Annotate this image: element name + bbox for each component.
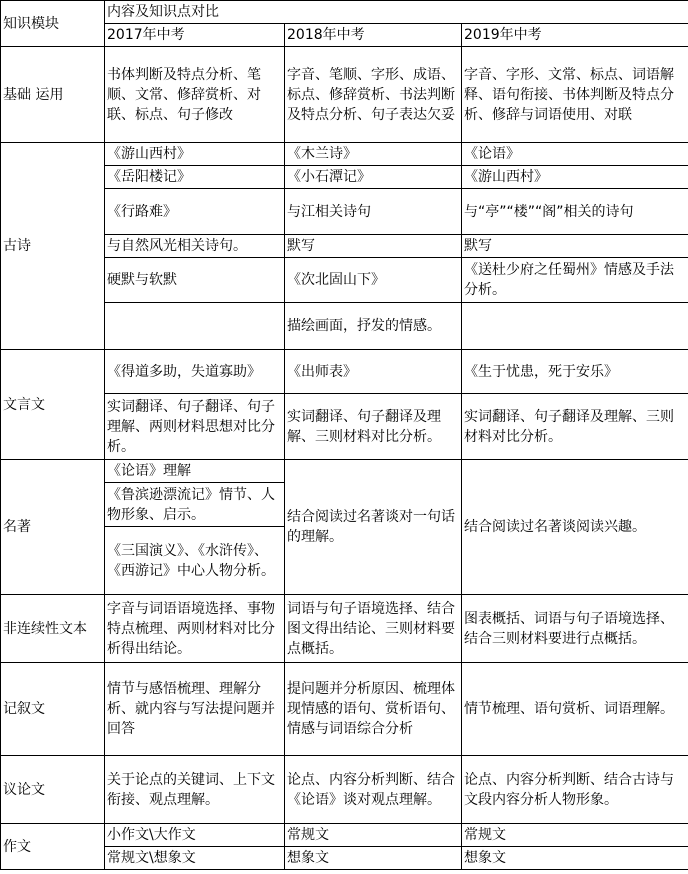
module-mingzhu: 名著 bbox=[1, 460, 105, 595]
module-zuowen: 作文 bbox=[1, 824, 105, 870]
cell-mingzhu-r2-2017: 《鲁滨逊漂流记》情节、人物形象、启示。 bbox=[105, 483, 285, 527]
cell-gushi-r2-2018: 《小石潭记》 bbox=[285, 166, 462, 189]
cell-wenyan-r1-2018: 《出师表》 bbox=[285, 350, 462, 394]
cell-gushi-r6-2019 bbox=[462, 303, 688, 350]
cell-wenyan-r1-2019: 《生于忧患，死于安乐》 bbox=[462, 350, 688, 394]
cell-gushi-r5-2019: 《送杜少府之任蜀州》情感及手法分析。 bbox=[462, 258, 688, 303]
cell-gushi-r4-2019: 默写 bbox=[462, 235, 688, 258]
cell-gushi-r1-2019: 《论语》 bbox=[462, 143, 688, 166]
cell-wenyan-r2-2017: 实词翻译、句子翻译、句子理解、两则材料思想对比分析。 bbox=[105, 394, 285, 460]
header-compare: 内容及知识点对比 bbox=[105, 1, 688, 24]
cell-zuowen-r2-2019: 想象文 bbox=[462, 847, 688, 870]
cell-jichu-2017: 书体判断及特点分析、笔顺、文常、修辞赏析、对联、标点、句子修改 bbox=[105, 47, 285, 143]
cell-gushi-r5-2018: 《次北固山下》 bbox=[285, 258, 462, 303]
cell-gushi-r1-2017: 《游山西村》 bbox=[105, 143, 285, 166]
cell-gushi-r1-2018: 《木兰诗》 bbox=[285, 143, 462, 166]
cell-zuowen-r2-2018: 想象文 bbox=[285, 847, 462, 870]
cell-zuowen-r2-2017: 常规文\想象文 bbox=[105, 847, 285, 870]
cell-jichu-2018: 字音、笔顺、字形、成语、标点、修辞赏析、书法判断及特点分析、句子表达欠妥 bbox=[285, 47, 462, 143]
cell-zuowen-r1-2019: 常规文 bbox=[462, 824, 688, 847]
cell-gushi-r6-2018: 描绘画面，抒发的情感。 bbox=[285, 303, 462, 350]
module-gushi: 古诗 bbox=[1, 143, 105, 350]
header-2017: 2017年中考 bbox=[105, 24, 285, 47]
cell-zuowen-r1-2018: 常规文 bbox=[285, 824, 462, 847]
module-feilianxu: 非连续性文本 bbox=[1, 595, 105, 663]
module-yilun: 议论文 bbox=[1, 756, 105, 824]
cell-gushi-r3-2017: 《行路难》 bbox=[105, 189, 285, 235]
cell-feilianxu-2019: 图表概括、词语与句子语境选择、结合三则材料要进行点概括。 bbox=[462, 595, 688, 663]
cell-yilun-2017: 关于论点的关键词、上下文衔接、观点理解。 bbox=[105, 756, 285, 824]
cell-gushi-r6-2017 bbox=[105, 303, 285, 350]
cell-mingzhu-r3-2017: 《三国演义》、《水浒传》、《西游记》中心人物分析。 bbox=[105, 527, 285, 595]
cell-jixu-2018: 提问题并分析原因、梳理体现情感的语句、赏析语句、情感与词语综合分析 bbox=[285, 663, 462, 756]
module-jichu: 基础 运用 bbox=[1, 47, 105, 143]
cell-jichu-2019: 字音、字形、文常、标点、词语解释、语句衔接、书体判断及特点分析、修辞与词语使用、对联 bbox=[462, 47, 688, 143]
cell-yilun-2018: 论点、内容分析判断、结合《论语》谈对观点理解。 bbox=[285, 756, 462, 824]
module-wenyan: 文言文 bbox=[1, 350, 105, 460]
cell-gushi-r3-2018: 与江相关诗句 bbox=[285, 189, 462, 235]
cell-feilianxu-2017: 字音与词语语境选择、事物特点梳理、两则材料对比分析得出结论。 bbox=[105, 595, 285, 663]
cell-gushi-r2-2019: 《游山西村》 bbox=[462, 166, 688, 189]
cell-wenyan-r2-2018: 实词翻译、句子翻译及理解、三则材料对比分析。 bbox=[285, 394, 462, 460]
cell-gushi-r5-2017: 硬默与软默 bbox=[105, 258, 285, 303]
cell-feilianxu-2018: 词语与句子语境选择、结合图文得出结论、三则材料要点概括。 bbox=[285, 595, 462, 663]
header-2018: 2018年中考 bbox=[285, 24, 462, 47]
cell-wenyan-r1-2017: 《得道多助，失道寡助》 bbox=[105, 350, 285, 394]
cell-zuowen-r1-2017: 小作文\大作文 bbox=[105, 824, 285, 847]
cell-mingzhu-2018: 结合阅读过名著谈对一句话的理解。 bbox=[285, 460, 462, 595]
cell-gushi-r3-2019: 与“亭”“楼”“阁”相关的诗句 bbox=[462, 189, 688, 235]
cell-mingzhu-r1-2017: 《论语》理解 bbox=[105, 460, 285, 483]
cell-gushi-r2-2017: 《岳阳楼记》 bbox=[105, 166, 285, 189]
cell-jixu-2017: 情节与感悟梳理、理解分析、就内容与写法提问题并回答 bbox=[105, 663, 285, 756]
cell-gushi-r4-2017: 与自然风光相关诗句。 bbox=[105, 235, 285, 258]
cell-yilun-2019: 论点、内容分析判断、结合古诗与文段内容分析人物形象。 bbox=[462, 756, 688, 824]
cell-jixu-2019: 情节梳理、语句赏析、词语理解。 bbox=[462, 663, 688, 756]
cell-mingzhu-2019: 结合阅读过名著谈阅读兴趣。 bbox=[462, 460, 688, 595]
header-module: 知识模块 bbox=[1, 1, 105, 47]
header-2019: 2019年中考 bbox=[462, 24, 688, 47]
module-jixu: 记叙文 bbox=[1, 663, 105, 756]
cell-gushi-r4-2018: 默写 bbox=[285, 235, 462, 258]
cell-wenyan-r2-2019: 实词翻译、句子翻译及理解、三则材料对比分析。 bbox=[462, 394, 688, 460]
